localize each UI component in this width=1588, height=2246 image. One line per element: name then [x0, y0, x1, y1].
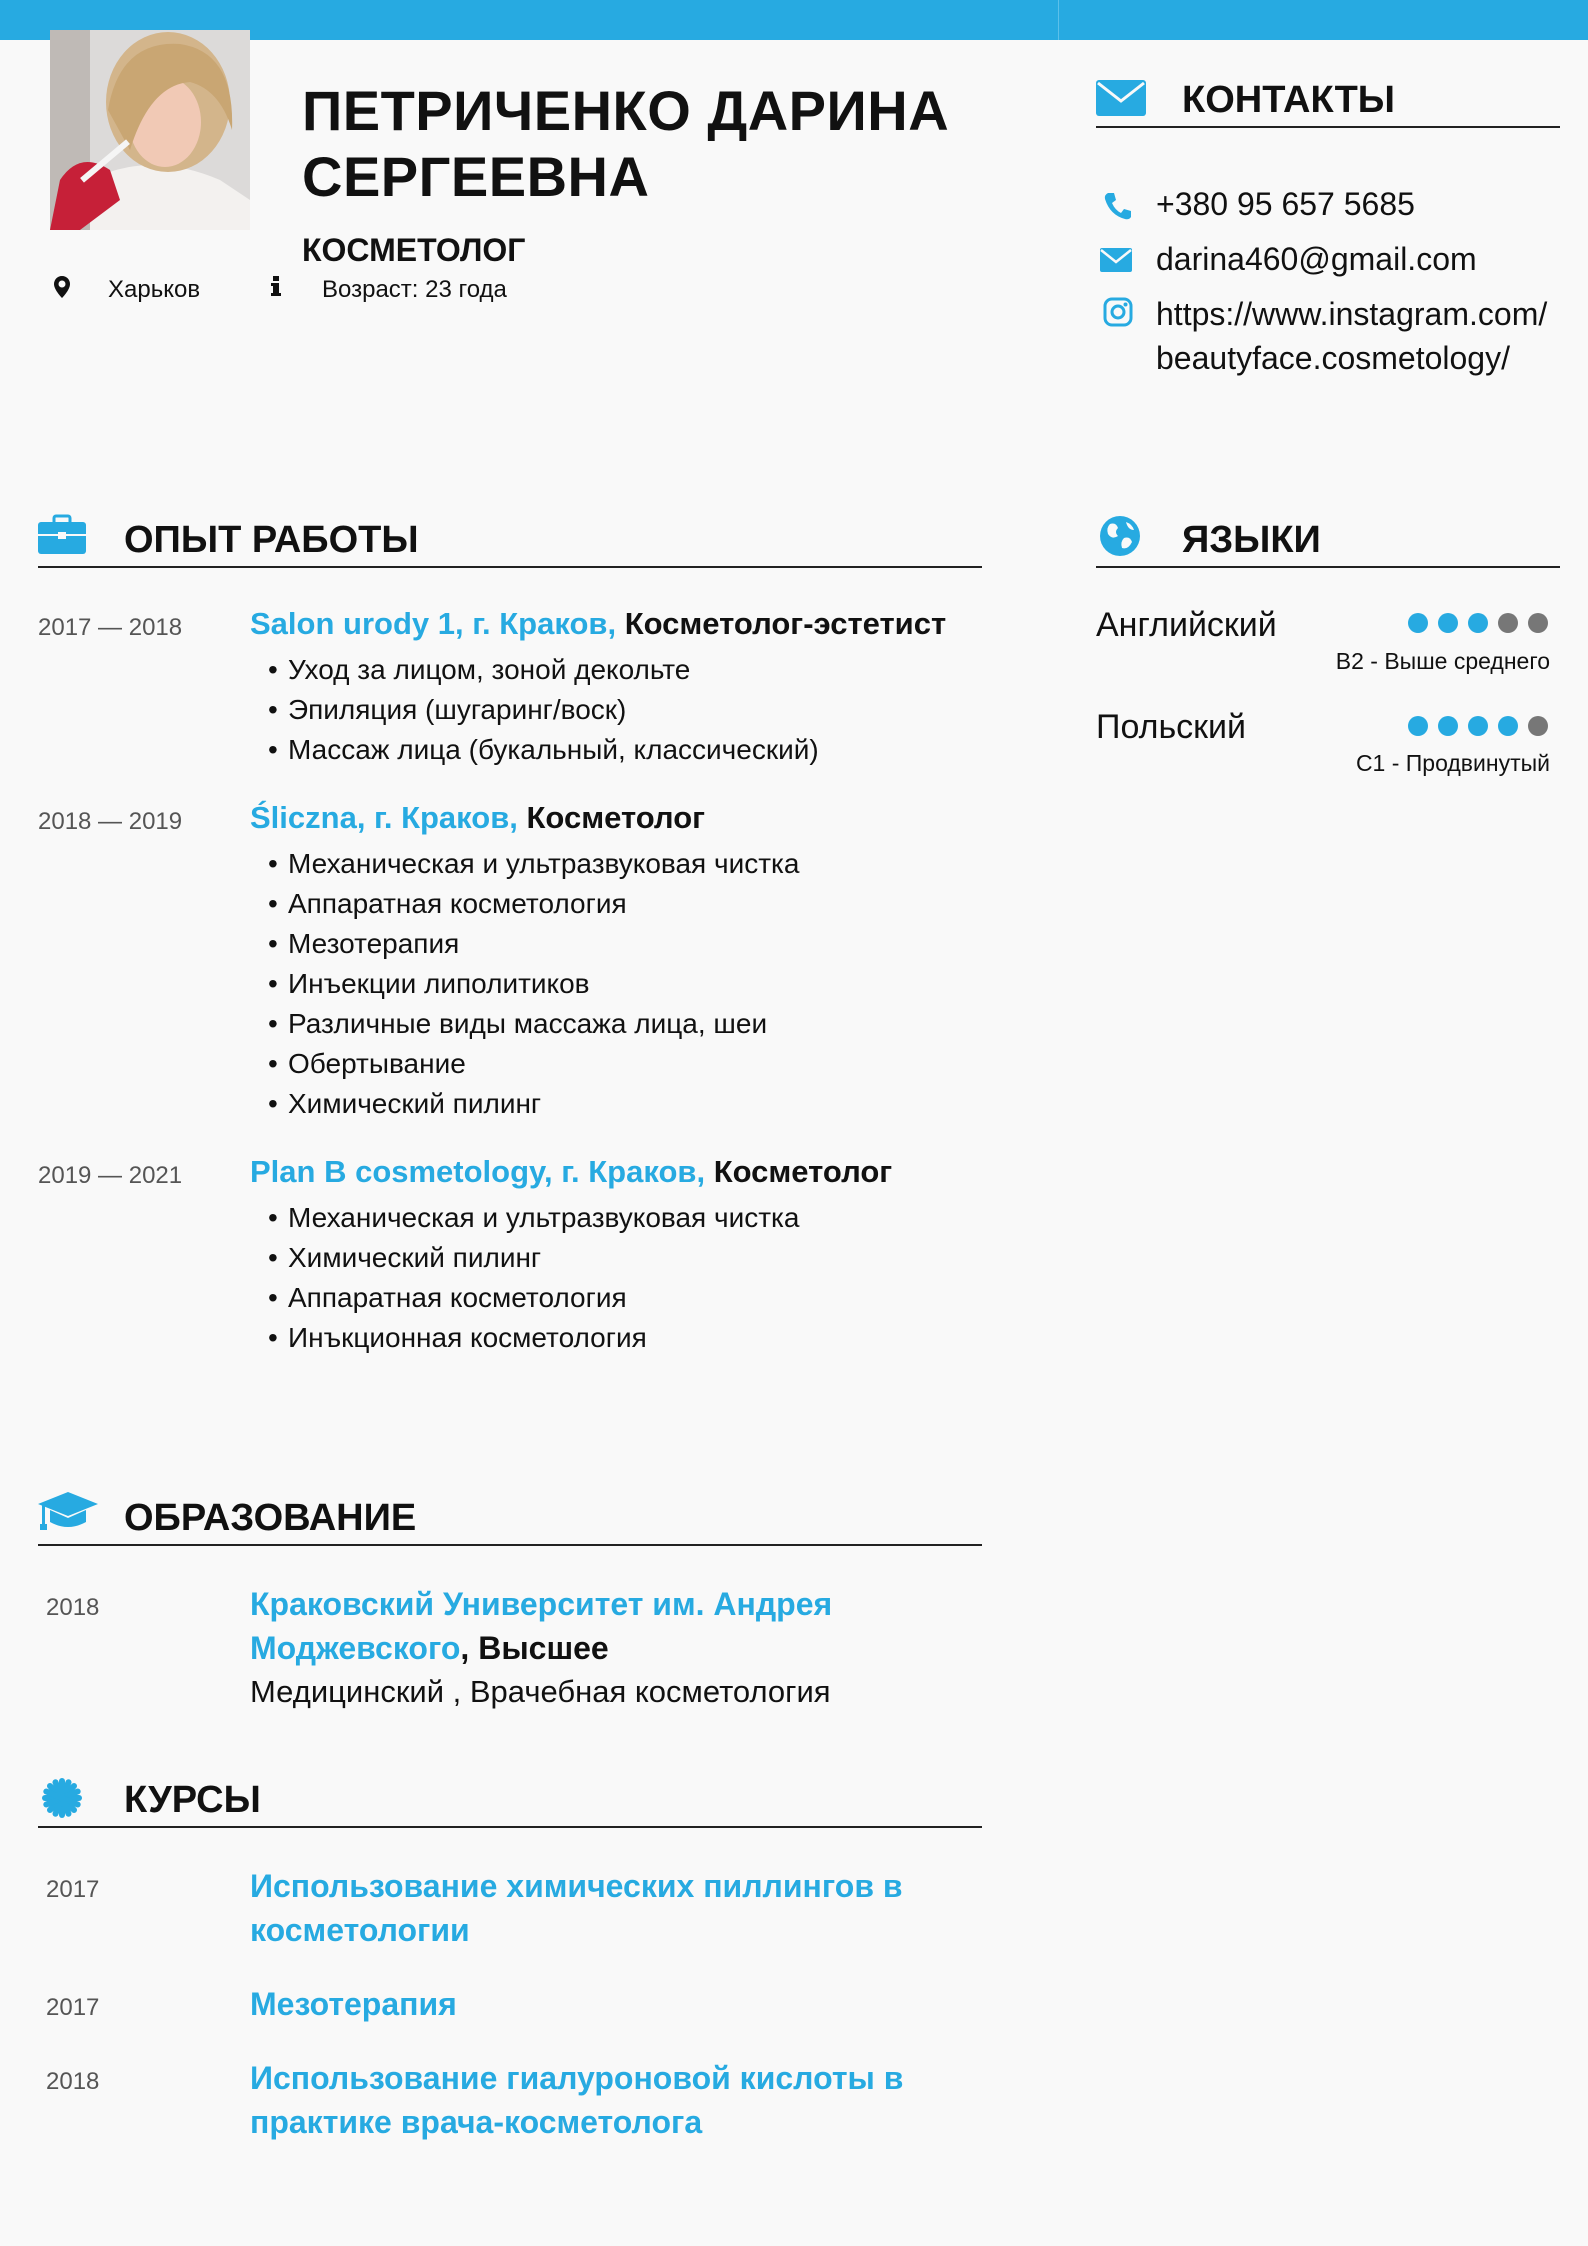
- level-dot-empty: [1528, 716, 1548, 736]
- language-level-dots: [1408, 613, 1558, 635]
- briefcase-icon: [38, 514, 86, 556]
- job-position: КОСМЕТОЛОГ: [302, 232, 526, 268]
- job-dates: 2019 — 2021: [38, 1162, 183, 1189]
- education-heading: [250, 1582, 950, 1670]
- job-role: Косметолог: [713, 1154, 893, 1189]
- duty-item: • Механическая и ультразвуковая чистка: [288, 1198, 800, 1238]
- city: Харьков: [108, 276, 201, 303]
- info-icon: [264, 272, 288, 302]
- duty-item: • Механическая и ультразвуковая чистка: [288, 844, 800, 884]
- course-year: 2017: [46, 1876, 100, 1903]
- courses-divider: [38, 1826, 982, 1828]
- duty-item: • Массаж лица (букальный, классический): [288, 730, 819, 770]
- duty-item: • Инъкционная косметология: [288, 1318, 800, 1358]
- language-level-dots: [1408, 716, 1558, 738]
- duty-item: • Химический пилинг: [288, 1238, 800, 1278]
- course-name: Мезотерапия: [250, 1986, 457, 2022]
- level-dot-filled: [1408, 716, 1428, 736]
- level-dot-filled: [1438, 613, 1458, 633]
- experience-title: ОПЫТ РАБОТЫ: [124, 519, 419, 561]
- education-degree: , Высшее: [460, 1630, 609, 1666]
- full-name: ПЕТРИЧЕНКО ДАРИНА СЕРГЕЕВНА: [302, 79, 950, 208]
- job-heading: [250, 800, 705, 836]
- level-dot-filled: [1498, 716, 1518, 736]
- job-role: Косметолог-эстетист: [624, 606, 947, 641]
- language-name: Английский: [1096, 606, 1277, 644]
- level-dot-filled: [1408, 613, 1428, 633]
- contacts-divider: [1096, 126, 1560, 128]
- language-level: C1 - Продвинутый: [1355, 750, 1550, 776]
- languages-title: ЯЗЫКИ: [1182, 519, 1321, 561]
- education-year: 2018: [46, 1594, 100, 1621]
- education-title: ОБРАЗОВАНИЕ: [124, 1497, 417, 1539]
- job-company: Śliczna, г. Краков,: [250, 800, 518, 835]
- course-year: 2017: [46, 1994, 100, 2021]
- duty-item: • Обертывание: [288, 1044, 800, 1084]
- phone-icon: [1102, 190, 1134, 222]
- course-name: Использование гиалуроновой кислоты в практике врача-косметолога: [250, 2060, 904, 2140]
- job-duties: [288, 1198, 800, 1358]
- duty-item: • Аппаратная косметология: [288, 1278, 800, 1318]
- duty-item: • Уход за лицом, зоной декольте: [288, 650, 819, 690]
- job-role: Косметолог: [526, 800, 706, 835]
- level-dot-filled: [1468, 613, 1488, 633]
- email-address[interactable]: darina460@gmail.com: [1156, 241, 1477, 277]
- experience-divider: [38, 566, 982, 568]
- job-heading: [250, 606, 946, 642]
- job-heading: [250, 1154, 892, 1190]
- duty-item: • Эпиляция (шугаринг/воск): [288, 690, 819, 730]
- level-dot-filled: [1468, 716, 1488, 736]
- level-dot-empty: [1528, 613, 1548, 633]
- phone-number[interactable]: +380 95 657 5685: [1156, 186, 1415, 222]
- level-dot-empty: [1498, 613, 1518, 633]
- education-divider: [38, 1544, 982, 1546]
- duty-item: • Инъекции липолитиков: [288, 964, 800, 1004]
- language-name: Польский: [1096, 708, 1247, 746]
- profile-photo: [50, 30, 250, 230]
- location-pin-icon: [50, 272, 74, 302]
- job-company: Salon urody 1, г. Краков,: [250, 606, 617, 641]
- envelope-icon: [1096, 80, 1146, 116]
- graduation-cap-icon: [36, 1490, 100, 1534]
- languages-divider: [1096, 566, 1560, 568]
- job-company: Plan B cosmetology, г. Краков,: [250, 1154, 706, 1189]
- duty-item: • Различные виды массажа лица, шеи: [288, 1004, 800, 1044]
- globe-icon: [1098, 514, 1142, 558]
- instagram-icon: [1102, 296, 1134, 328]
- course-name: Использование химических пиллингов в косметологии: [250, 1868, 903, 1948]
- job-dates: 2018 — 2019: [38, 808, 183, 835]
- level-dot-filled: [1438, 716, 1458, 736]
- email-icon: [1100, 244, 1132, 276]
- courses-title: КУРСЫ: [124, 1779, 261, 1821]
- top-bar-divider: [1058, 0, 1059, 40]
- education-field: Медицинский , Врачебная косметология: [250, 1674, 831, 1709]
- duty-item: • Химический пилинг: [288, 1084, 800, 1124]
- duty-item: • Аппаратная косметология: [288, 884, 800, 924]
- badge-star-icon: [40, 1776, 84, 1820]
- age: Возраст: 23 года: [322, 276, 507, 303]
- contacts-title: КОНТАКТЫ: [1182, 79, 1396, 121]
- instagram-link[interactable]: https://www.instagram.com/beautyface.cosmetology/: [1156, 296, 1548, 376]
- course-year: 2018: [46, 2068, 100, 2095]
- job-duties: [288, 844, 800, 1124]
- job-dates: 2017 — 2018: [38, 614, 183, 641]
- duty-item: • Мезотерапия: [288, 924, 800, 964]
- job-duties: [288, 650, 819, 770]
- education-institution: Краковский Университет им. Андрея Моджевского: [250, 1586, 833, 1666]
- language-level: B2 - Выше среднего: [1335, 648, 1550, 674]
